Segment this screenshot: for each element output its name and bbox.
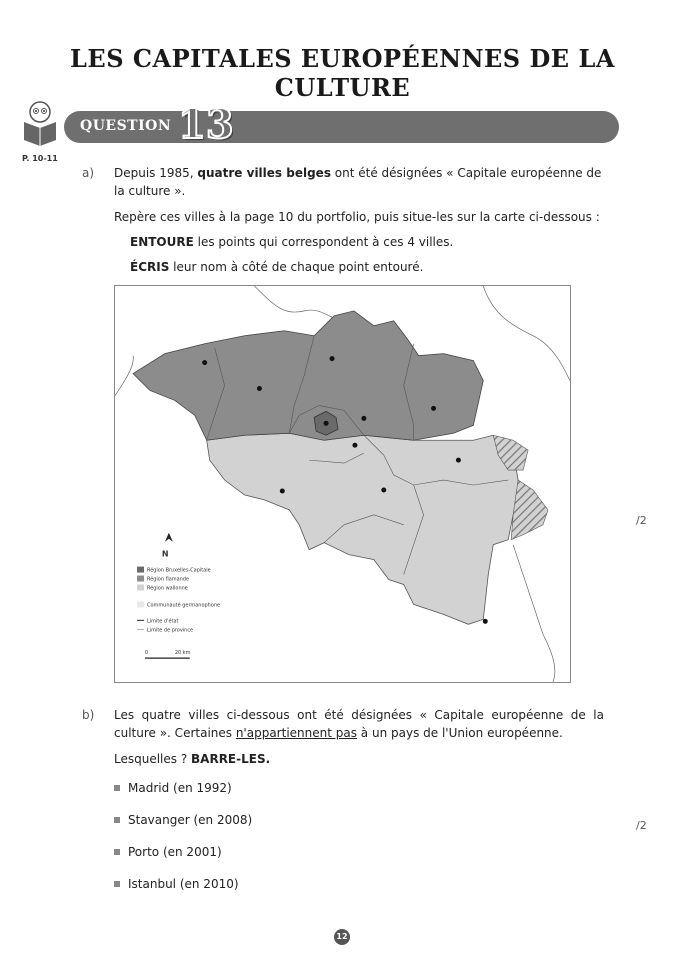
neighbour-border bbox=[115, 356, 133, 396]
city-point bbox=[257, 386, 262, 391]
part-a-intro: Depuis 1985, quatre villes belges ont été désignées « Capitale européenne de la culture ». bbox=[114, 166, 602, 198]
belgium-map bbox=[114, 285, 571, 683]
legend-state-border: Limite d'état bbox=[146, 618, 179, 625]
legend-german: Communauté germanophone bbox=[146, 602, 221, 609]
legend-swatch-german bbox=[137, 601, 144, 607]
bullet-icon bbox=[114, 881, 120, 887]
city-point bbox=[456, 458, 461, 463]
city-point bbox=[431, 406, 436, 411]
part-a-letter: a) bbox=[82, 166, 95, 180]
part-b-score: /2 bbox=[636, 819, 647, 832]
question-label: QUESTION bbox=[80, 118, 172, 134]
legend-swatch-wallonia bbox=[137, 584, 144, 590]
part-b-underlined: n'appartiennent pas bbox=[235, 726, 357, 740]
bullet-icon bbox=[114, 849, 120, 855]
list-item[interactable]: Stavanger (en 2008) bbox=[114, 813, 252, 827]
legend-swatch-brussels bbox=[137, 567, 144, 573]
neighbour-border bbox=[483, 286, 570, 381]
legend-flanders: Région flamande bbox=[146, 576, 190, 583]
city-point bbox=[280, 488, 285, 493]
question-number: 13 bbox=[178, 101, 234, 148]
neighbour-border bbox=[254, 286, 344, 319]
page-number: 12 bbox=[334, 929, 350, 945]
legend-province-border: Limite de province bbox=[146, 627, 194, 634]
part-a-intro-bold: quatre villes belges bbox=[197, 166, 331, 180]
north-label: N bbox=[161, 549, 169, 559]
north-arrow-icon bbox=[165, 533, 173, 542]
part-a-instruction: Repère ces villes à la page 10 du portfolio, puis situe-les sur la carte ci-dessous : bbox=[114, 210, 600, 224]
neighbour-border bbox=[513, 545, 555, 682]
legend-wallonia: Région wallonne bbox=[146, 585, 188, 592]
part-b-letter: b) bbox=[82, 708, 95, 722]
part-a-step-1: ENTOURE les points qui correspondent à ces 4 villes. bbox=[130, 235, 454, 249]
flanders-region bbox=[133, 311, 483, 440]
page-reference: P. 10-11 bbox=[22, 154, 58, 163]
city-point bbox=[483, 619, 488, 624]
list-item[interactable]: Porto (en 2001) bbox=[114, 845, 222, 859]
part-b-question: Lesquelles ? BARRE-LES. bbox=[114, 752, 271, 766]
city-point bbox=[381, 487, 386, 492]
part-a-score: /2 bbox=[636, 514, 647, 527]
scale-km: 20 km bbox=[174, 650, 191, 657]
page-title: LES CAPITALES EUROPÉENNES DE LA CULTURE bbox=[70, 44, 615, 102]
legend-brussels: Région Bruxelles-Capitale bbox=[146, 567, 211, 574]
reading-mascot-icon bbox=[22, 100, 58, 152]
city-point bbox=[352, 443, 357, 448]
scale-zero: 0 bbox=[144, 650, 149, 657]
legend-swatch-flanders bbox=[137, 576, 144, 582]
map-legend bbox=[137, 567, 220, 659]
bullet-icon bbox=[114, 817, 120, 823]
city-point bbox=[330, 356, 335, 361]
list-item[interactable]: Istanbul (en 2010) bbox=[114, 877, 239, 891]
city-point bbox=[202, 360, 207, 365]
bullet-icon bbox=[114, 785, 120, 791]
list-item[interactable]: Madrid (en 1992) bbox=[114, 781, 232, 795]
part-b-intro: Les quatre villes ci-dessous ont été désignées « Capitale européenne de la culture ». Certaines n'appartiennent pas à un pays de l'Union européenne. bbox=[114, 708, 604, 740]
city-point bbox=[324, 421, 329, 426]
german-community-south bbox=[511, 480, 548, 540]
wallonia-region bbox=[207, 433, 523, 624]
city-point bbox=[361, 416, 366, 421]
part-a-step-2: ÉCRIS leur nom à côté de chaque point entouré. bbox=[130, 260, 424, 274]
